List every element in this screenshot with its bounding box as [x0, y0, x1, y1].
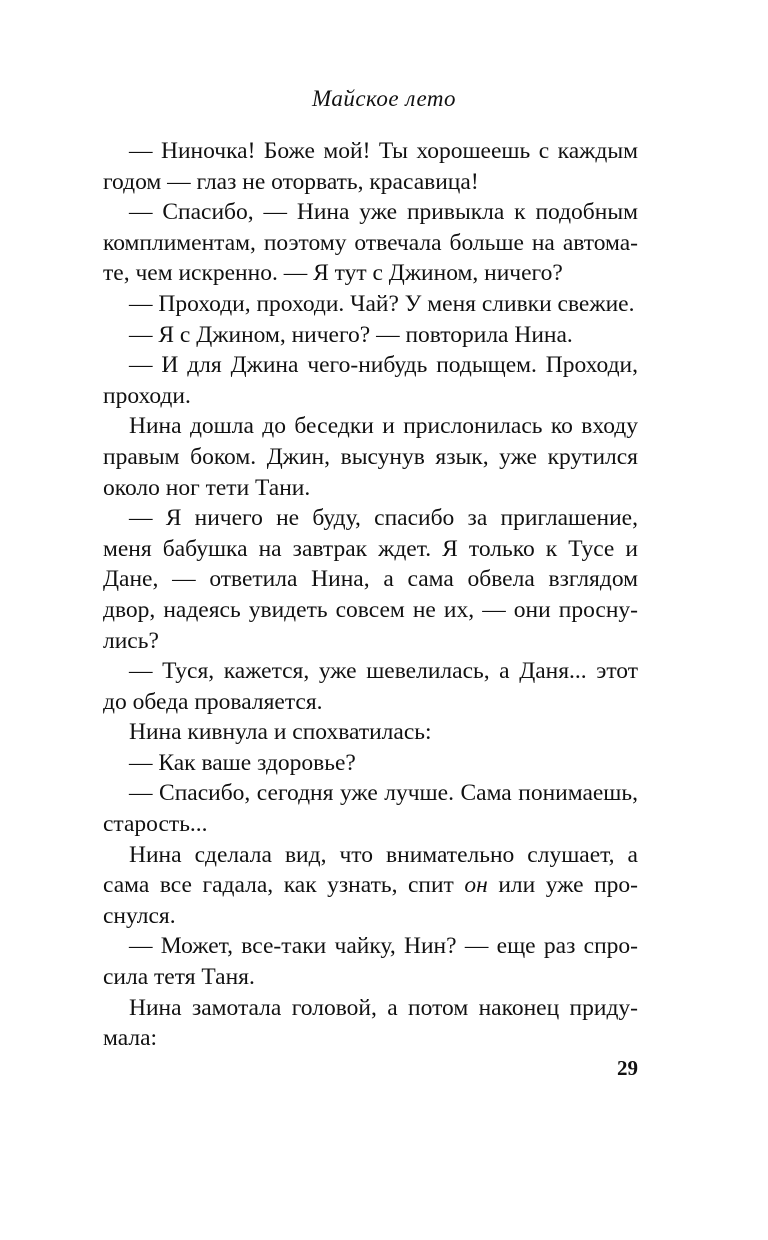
page-number: 29 [617, 1056, 638, 1080]
paragraph: — Спасибо, — Нина уже привыкла к подобным комплиментам, поэтому отвечала больше на автомате, чем искренно. — Я тут с Джином, ничего? [103, 199, 638, 287]
paragraph: Нина дошла до беседки и прислонилась ко входу правым боком. Джин, высунув язык, уже крутился около ног тети Тани. [103, 413, 638, 501]
emphasized-word: он [464, 872, 488, 899]
paragraph: — Туся, кажется, уже шевелилась, а Даня... этот до обеда проваляется. [103, 658, 638, 715]
paragraph: Нина замотала головой, а потом наконец придумала: [103, 994, 638, 1052]
paragraph: — И для Джина чего-нибудь подыщем. Проходи, проходи. [103, 352, 638, 409]
paragraph: — Я ничего не буду, спасибо за приглашение, меня бабушка на завтрак ждет. Я только к Тусе и Дане, — ответила Нина, а сама обвела взглядом двор, надеясь увидеть совсем не их, — они проснулись? [103, 505, 638, 654]
paragraph-with-emphasis [103, 840, 638, 932]
paragraph: — Спасибо, сегодня уже лучше. Сама понимаешь, старость... [103, 780, 638, 838]
paragraph: — Я с Джином, ничего? — повторила Нина. [129, 321, 573, 348]
paragraph: — Ниночка! Боже мой! Ты хорошеешь с каждым годом — глаз не оторвать, красавица! [103, 138, 638, 195]
paragraph-segment: или уже проснулся. [103, 872, 638, 929]
paragraph: — Проходи, проходи. Чай? У меня сливки свежие. [129, 290, 635, 317]
paragraph: — Как ваше здоровье? [129, 749, 356, 776]
body-text [103, 136, 638, 1054]
paragraph: Нина кивнула и спохватилась: [129, 719, 432, 746]
paragraph: — Может, все-таки чайку, Нин? — еще раз спросила тетя Таня. [103, 933, 638, 991]
paragraph-segment: Нина сделала вид, что внимательно слушает, а сама все гадала, как узнать, спит [103, 841, 638, 899]
running-head-title: Майское лето [312, 86, 456, 111]
